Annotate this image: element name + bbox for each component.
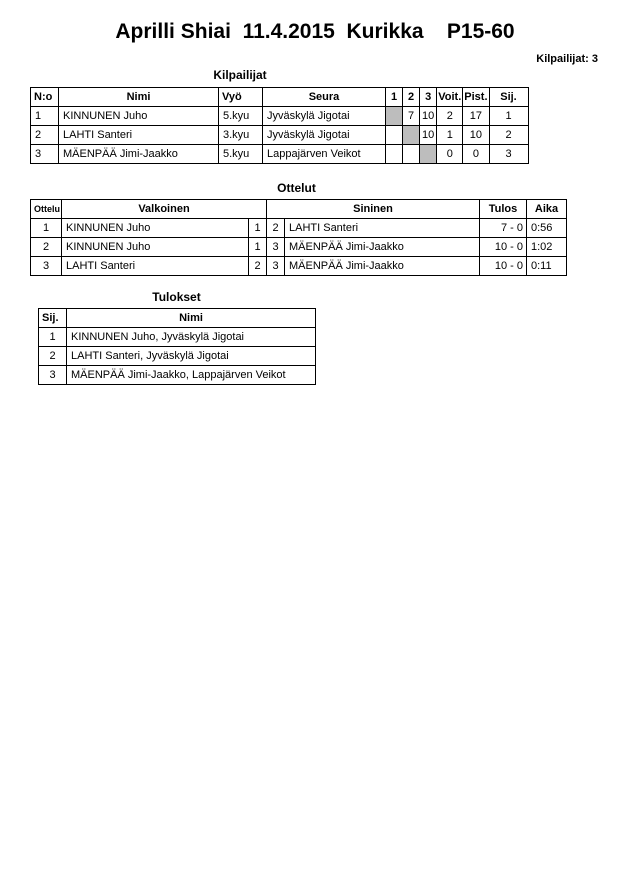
cell-sij: 2 bbox=[39, 347, 67, 366]
cell-match-no: 2 bbox=[31, 238, 62, 257]
header-vyo: Vyö bbox=[219, 88, 263, 107]
header-no: N:o bbox=[31, 88, 59, 107]
cell-vyo: 5.kyu bbox=[219, 107, 263, 126]
tulokset-section-title: Tulokset bbox=[152, 290, 201, 304]
header-valkoinen: Valkoinen bbox=[62, 200, 267, 219]
cell-nimi: LAHTI Santeri, Jyväskylä Jigotai bbox=[67, 347, 316, 366]
cell-white-name: LAHTI Santeri bbox=[62, 257, 249, 276]
cell-score-3: 10 bbox=[420, 126, 437, 145]
cell-sij: 1 bbox=[489, 107, 528, 126]
header-col2: 2 bbox=[403, 88, 420, 107]
header-col1: 1 bbox=[386, 88, 403, 107]
cell-pist: 10 bbox=[463, 126, 489, 145]
cell-aika: 0:56 bbox=[527, 219, 567, 238]
ottelut-section-title: Ottelut bbox=[277, 181, 316, 195]
table-row bbox=[39, 328, 316, 347]
cell-score-3-self bbox=[420, 145, 437, 164]
cell-seura: Jyväskylä Jigotai bbox=[263, 126, 386, 145]
kilpailijat-header-row bbox=[31, 88, 529, 107]
cell-blue-name: LAHTI Santeri bbox=[285, 219, 480, 238]
cell-blue-name: MÄENPÄÄ Jimi-Jaakko bbox=[285, 257, 480, 276]
cell-blue-no: 2 bbox=[267, 219, 285, 238]
cell-white-no: 2 bbox=[249, 257, 267, 276]
tulokset-table bbox=[38, 308, 316, 385]
cell-sij: 3 bbox=[39, 366, 67, 385]
cell-nimi: MÄENPÄÄ Jimi-Jaakko bbox=[59, 145, 219, 164]
cell-voit: 0 bbox=[437, 145, 463, 164]
ottelut-table bbox=[30, 199, 567, 276]
table-row bbox=[31, 145, 529, 164]
cell-aika: 0:11 bbox=[527, 257, 567, 276]
cell-nimi: LAHTI Santeri bbox=[59, 126, 219, 145]
cell-white-name: KINNUNEN Juho bbox=[62, 219, 249, 238]
cell-voit: 2 bbox=[437, 107, 463, 126]
competitors-count-label: Kilpailijat: 3 bbox=[536, 53, 598, 65]
cell-vyo: 5.kyu bbox=[219, 145, 263, 164]
header-nimi: Nimi bbox=[59, 88, 219, 107]
cell-no: 3 bbox=[31, 145, 59, 164]
cell-white-no: 1 bbox=[249, 219, 267, 238]
cell-seura: Jyväskylä Jigotai bbox=[263, 107, 386, 126]
kilpailijat-table bbox=[30, 87, 529, 164]
table-row bbox=[39, 347, 316, 366]
cell-score-1 bbox=[386, 126, 403, 145]
kilpailijat-section-title: Kilpailijat bbox=[213, 68, 267, 82]
cell-aika: 1:02 bbox=[527, 238, 567, 257]
table-row bbox=[39, 366, 316, 385]
header-seura: Seura bbox=[263, 88, 386, 107]
header-ottelu: Ottelu bbox=[31, 200, 62, 219]
table-row bbox=[31, 219, 567, 238]
page-title: Aprilli Shiai 11.4.2015 Kurikka P15-60 bbox=[115, 20, 515, 43]
cell-score-3: 10 bbox=[420, 107, 437, 126]
cell-sij: 3 bbox=[489, 145, 528, 164]
cell-tulos: 10 - 0 bbox=[480, 257, 527, 276]
header-nimi: Nimi bbox=[67, 309, 316, 328]
cell-blue-no: 3 bbox=[267, 257, 285, 276]
cell-no: 2 bbox=[31, 126, 59, 145]
cell-tulos: 7 - 0 bbox=[480, 219, 527, 238]
cell-score-2-self bbox=[403, 126, 420, 145]
header-aika: Aika bbox=[527, 200, 567, 219]
cell-tulos: 10 - 0 bbox=[480, 238, 527, 257]
tulokset-header-row bbox=[39, 309, 316, 328]
cell-sij: 1 bbox=[39, 328, 67, 347]
table-row bbox=[31, 238, 567, 257]
cell-blue-no: 3 bbox=[267, 238, 285, 257]
table-row bbox=[31, 126, 529, 145]
header-sininen: Sininen bbox=[267, 200, 480, 219]
header-col3: 3 bbox=[420, 88, 437, 107]
cell-white-no: 1 bbox=[249, 238, 267, 257]
header-tulos: Tulos bbox=[480, 200, 527, 219]
cell-match-no: 1 bbox=[31, 219, 62, 238]
header-sij: Sij. bbox=[489, 88, 528, 107]
cell-nimi: KINNUNEN Juho, Jyväskylä Jigotai bbox=[67, 328, 316, 347]
cell-nimi: MÄENPÄÄ Jimi-Jaakko, Lappajärven Veikot bbox=[67, 366, 316, 385]
cell-no: 1 bbox=[31, 107, 59, 126]
cell-score-1 bbox=[386, 145, 403, 164]
cell-score-2 bbox=[403, 145, 420, 164]
cell-score-2: 7 bbox=[403, 107, 420, 126]
cell-seura: Lappajärven Veikot bbox=[263, 145, 386, 164]
cell-pist: 0 bbox=[463, 145, 489, 164]
cell-white-name: KINNUNEN Juho bbox=[62, 238, 249, 257]
header-voit: Voit. bbox=[437, 88, 463, 107]
cell-pist: 17 bbox=[463, 107, 489, 126]
ottelut-header-row bbox=[31, 200, 567, 219]
table-row bbox=[31, 257, 567, 276]
header-sij: Sij. bbox=[39, 309, 67, 328]
cell-score-1-self bbox=[386, 107, 403, 126]
cell-match-no: 3 bbox=[31, 257, 62, 276]
cell-vyo: 3.kyu bbox=[219, 126, 263, 145]
cell-nimi: KINNUNEN Juho bbox=[59, 107, 219, 126]
header-pist: Pist. bbox=[463, 88, 489, 107]
cell-voit: 1 bbox=[437, 126, 463, 145]
cell-sij: 2 bbox=[489, 126, 528, 145]
table-row bbox=[31, 107, 529, 126]
cell-blue-name: MÄENPÄÄ Jimi-Jaakko bbox=[285, 238, 480, 257]
